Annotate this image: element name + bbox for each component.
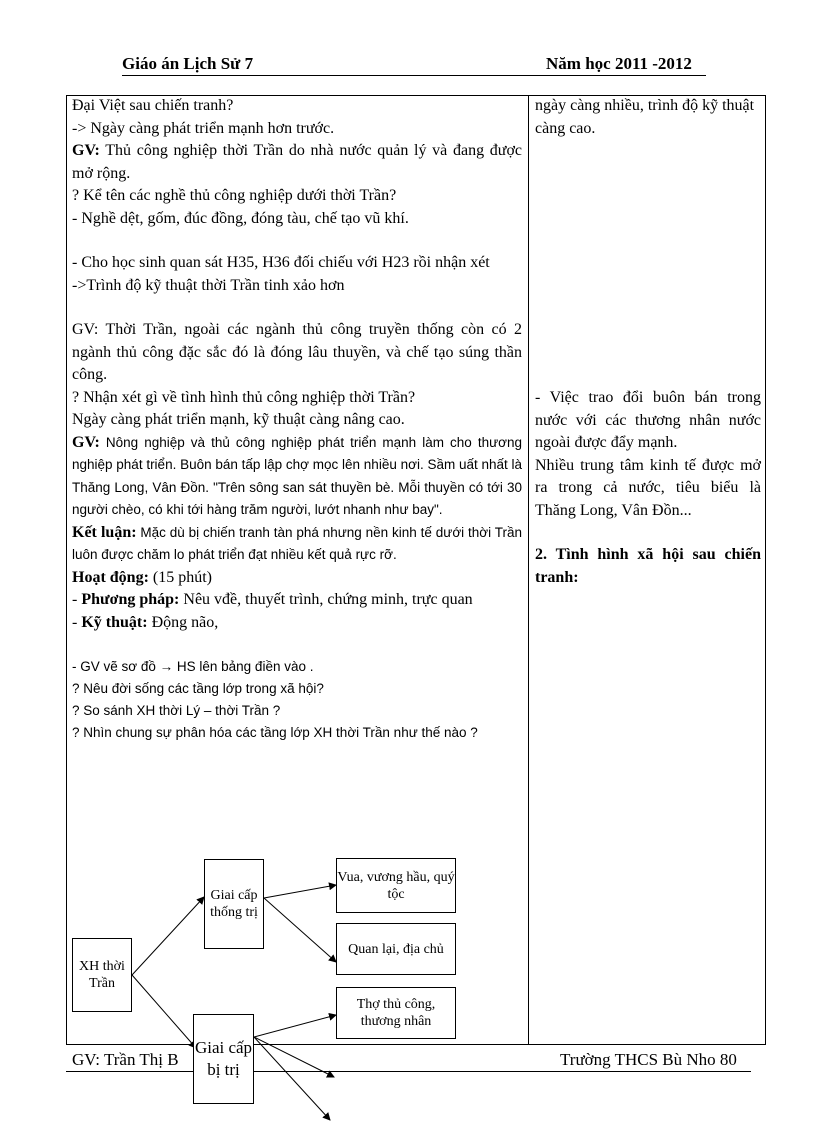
text-line: -> Ngày càng phát triển mạnh hơn trước. xyxy=(72,119,335,137)
technique-prefix: - xyxy=(72,613,82,631)
diagram-root: XH thời Trần xyxy=(72,938,132,1012)
arrow-ruling-to-n1 xyxy=(264,885,336,898)
question: ? So sánh XH thời Lý – thời Trần ? xyxy=(72,703,281,718)
diagram-ruling-class: Giai cấp thống trị xyxy=(204,859,264,949)
gv-text: Thủ công nghiệp thời Trần do nhà nước quản lý và đang được mở rộng. xyxy=(72,142,522,182)
diagram-ruled-class: Giai cấp bị trị xyxy=(193,1014,254,1104)
method-prefix: - xyxy=(72,591,82,608)
answer: ->Trình độ kỹ thuật thời Trần tinh xảo hơn xyxy=(72,276,345,294)
text-line: ngày càng nhiều, trình độ kỹ thuật càng cao. xyxy=(535,97,755,137)
method-text: Nêu vđề, thuyết trình, chứng minh, trực quan xyxy=(179,591,473,608)
gv-text: Nông nghiệp và thủ công nghiệp phát triển mạnh làm cho thương nghiệp phát triển. Buôn bán tấp lập chợ mọc lên nhiều nơi. Sầm uất nhất là Thăng Long, Vân Đồn. "Trên sông san sát thuyền bè. Mỗi thuyền có tới 30 người chèo, có khi tới hàng trăm người, lướt nhanh như bay". xyxy=(72,434,523,517)
header-right: Năm học 2011 -2012 xyxy=(546,54,692,73)
activity-text: (15 phút) xyxy=(148,568,213,586)
arrow-root-to-ruling xyxy=(132,897,204,975)
arrow-root-to-ruled xyxy=(132,975,196,1048)
activity-label: Hoạt động: xyxy=(72,568,149,586)
footer-rule xyxy=(66,1071,751,1072)
question: ? Nhận xét gì về tình hình thủ công nghiệp thời Trần? xyxy=(72,388,416,406)
section-heading: 2. Tình hình xã hội sau chiến tranh: xyxy=(535,546,761,586)
method-label: Phương pháp: xyxy=(81,591,180,608)
technique-label: Kỹ thuật: xyxy=(81,613,148,631)
header-left: Giáo án Lịch Sử 7 xyxy=(122,54,254,73)
arrow-ruling-to-n2 xyxy=(264,898,336,962)
footer-right: Trường THCS Bù Nho 80 xyxy=(560,1050,737,1069)
diagram-node-officials: Quan lại, địa chủ xyxy=(336,923,456,975)
technique-text: Động não, xyxy=(147,613,219,631)
text-line: Nhiều trung tâm kinh tế được mở ra trong cả nước, tiêu biểu là Thăng Long, Vân Đồn... xyxy=(535,456,761,519)
instruction: - GV vẽ sơ đồ → HS lên bảng điền vào . xyxy=(72,659,314,674)
gv-label: GV: xyxy=(72,433,100,451)
conclusion-label: Kết luận: xyxy=(72,523,137,541)
question: ? Nhìn chung sự phân hóa các tầng lớp XH thời Trần như thế nào ? xyxy=(72,725,478,740)
gv-label: GV: xyxy=(72,142,100,159)
paragraph: - Cho học sinh quan sát H35, H36 đối chiếu với H23 rồi nhận xét xyxy=(72,254,490,271)
diagram-node-king: Vua, vương hầu, quý tộc xyxy=(336,858,456,913)
question: ? Kể tên các nghề thủ công nghiệp dưới thời Trần? xyxy=(72,187,397,204)
question: ? Nêu đời sống các tầng lớp trong xã hội? xyxy=(72,681,324,696)
text-line: - Việc trao đổi buôn bán trong nước với các thương nhân nước ngoài được đẩy mạnh. xyxy=(535,389,761,451)
answer: - Nghề dệt, gốm, đúc đồng, đóng tàu, chế tạo vũ khí. xyxy=(72,209,409,227)
arrow-ruled-to-n3 xyxy=(254,1015,336,1037)
arrow-ruled-to-extra2 xyxy=(254,1037,330,1120)
diagram-node-artisans: Thợ thủ công, thương nhân xyxy=(336,987,456,1039)
text-line: Đại Việt sau chiến tranh? xyxy=(72,97,234,114)
answer: Ngày càng phát triển mạnh, kỹ thuật càng nâng cao. xyxy=(72,411,405,428)
conclusion-text: Mặc dù bị chiến tranh tàn phá nhưng nền kinh tế dưới thời Trần luôn được chăm lo phát triển đạt nhiều kết quả rực rỡ. xyxy=(72,524,523,562)
footer-left: GV: Trần Thị B xyxy=(72,1050,179,1069)
paragraph: GV: Thời Trần, ngoài các ngành thủ công truyền thống còn có 2 ngành thủ công đặc sắc đó là đóng lâu thuyền, và chế tạo súng thần công. xyxy=(72,321,522,383)
